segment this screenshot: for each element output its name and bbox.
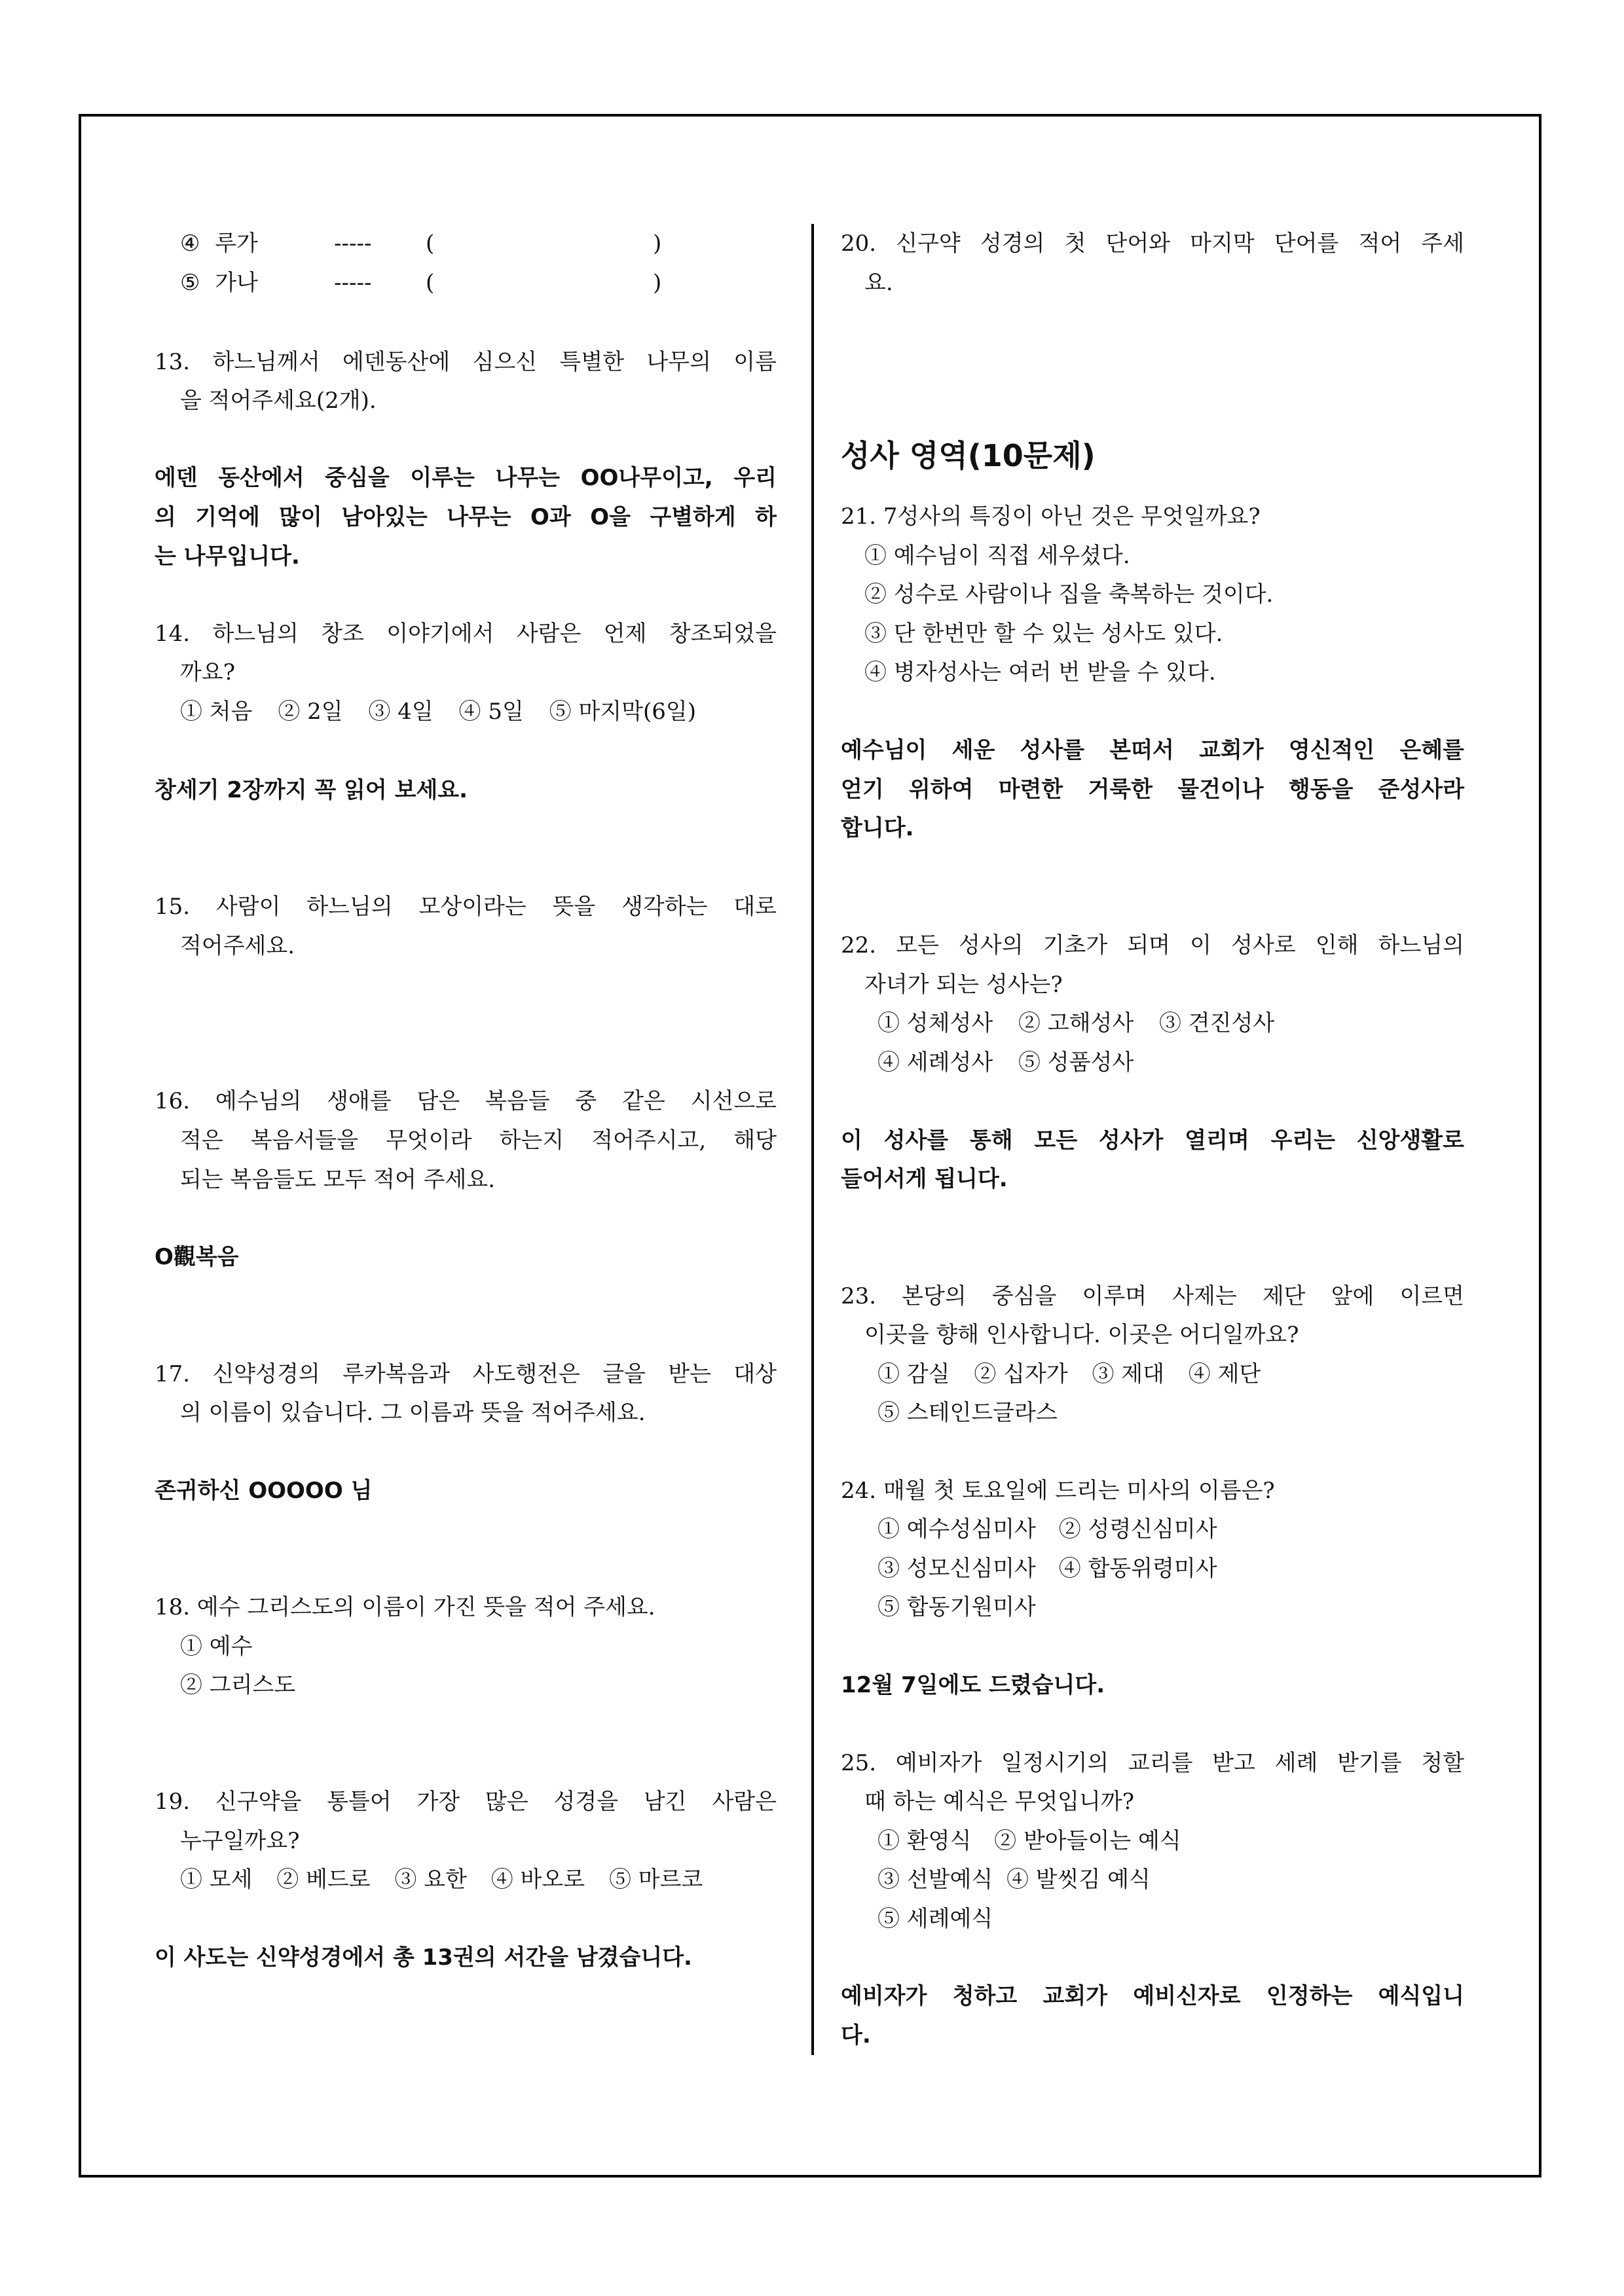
q23-question-line2: 이곳을 향해 인사합니다. 이곳은 어디일까요? [864,1322,1299,1348]
q13-question-line2: 을 적어주세요(2개). [180,388,377,414]
q19-options [180,1867,703,1893]
q24-option-2: ② 성령신심미사 [1058,1516,1217,1542]
q15-question-line1: 15. 사람이 하느님의 모상이라는 뜻을 생각하는 대로 [155,894,777,920]
q23-options-row1 [877,1361,1261,1387]
q25-question-line1: 25. 예비자가 일정시기의 교리를 받고 세례 받기를 청할 [841,1750,1464,1776]
q12-item-dash: ----- [334,270,372,296]
q14-hint: 창세기 2장까지 꼭 읽어 보세요. [155,777,468,803]
q23-question-line1: 23. 본당의 중심을 이루며 사제는 제단 앞에 이르면 [841,1283,1464,1309]
q23-option-5: ⑤ 스테인드글라스 [877,1400,1058,1426]
q13-question-line1: 13. 하느님께서 에덴동산에 심으신 특별한 나무의 이름 [155,349,777,375]
q24-question-line1: 24. 매월 첫 토요일에 드리는 미사의 이름은? [841,1478,1275,1504]
q12-item-close: ) [653,230,662,257]
q14-option-4: ④ 5일 [458,699,524,725]
q14-option-3: ③ 4일 [368,699,434,725]
q22-hint-line1: 이 성사를 통해 모든 성사가 열리며 우리는 신앙생활로 [841,1127,1464,1154]
q12-item-name: 루가 [215,230,258,257]
q13-hint-line3: 는 나무입니다. [155,543,300,570]
q21-question-line1: 21. 7성사의 특징이 아닌 것은 무엇일까요? [841,503,1261,530]
q21-hint-line1: 예수님이 세운 성사를 본떠서 교회가 영신적인 은혜를 [841,737,1464,763]
q22-options-row2 [877,1049,1134,1076]
q18-item-2: ② 그리스도 [180,1672,296,1698]
q14-option-5: ⑤ 마지막(6일) [549,699,696,725]
q24-hint: 12월 7일에도 드렸습니다. [841,1672,1105,1698]
q22-options-row1 [877,1010,1274,1036]
q22-question-line1: 22. 모든 성사의 기초가 되며 이 성사로 인해 하느님의 [841,932,1464,958]
q22-question-line2: 자녀가 되는 성사는? [864,972,1063,998]
q20-question-line2: 요. [864,270,893,296]
q12-item-num: ④ [180,230,200,257]
q21-item-2: ② 성수로 사람이나 집을 축복하는 것이다. [864,581,1274,608]
q24-option-1: ① 예수성심미사 [877,1516,1036,1542]
q25-option-4: ④ 발씻김 예식 [1006,1867,1151,1893]
q14-question-line1: 14. 하느님의 창조 이야기에서 사람은 언제 창조되었을 [155,621,777,647]
q20-question-line1: 20. 신구약 성경의 첫 단어와 마지막 단어를 적어 주세 [841,230,1464,257]
q14-option-2: ② 2일 [278,699,343,725]
q16-question-line1: 16. 예수님의 생애를 담은 복음들 중 같은 시선으로 [155,1088,777,1114]
q19-question-line2: 누구일까요? [180,1828,300,1854]
q25-options-row1 [877,1828,1181,1854]
q25-option-5: ⑤ 세례예식 [877,1906,993,1932]
q22-option-2: ② 고해성사 [1018,1010,1134,1036]
q15-question-line2: 적어주세요. [180,933,295,959]
q12-item-close: ) [653,270,662,296]
q24-option-4: ④ 합동위령미사 [1058,1556,1217,1582]
q17-question-line2: 의 이름이 있습니다. 그 이름과 뜻을 적어주세요. [180,1400,646,1426]
q23-options-row2 [877,1400,1058,1426]
q25-hint-line2: 다. [841,2022,871,2049]
q18-item-1: ① 예수 [180,1633,253,1660]
q17-question-line1: 17. 신약성경의 루카복음과 사도행전은 글을 받는 대상 [155,1361,777,1387]
q25-option-1: ① 환영식 [877,1828,972,1854]
q19-hint: 이 사도는 신약성경에서 총 13권의 서간을 남겼습니다. [155,1944,692,1971]
q22-option-1: ① 성체성사 [877,1010,993,1036]
q17-hint: 존귀하신 OOOOO 님 [155,1478,373,1504]
q12-item-5 [180,270,662,296]
q19-option-3: ③ 요한 [394,1867,467,1893]
q23-option-1: ① 감실 [877,1361,950,1387]
q24-options-row1 [877,1516,1217,1542]
q22-option-5: ⑤ 성품성사 [1018,1049,1134,1076]
q23-option-3: ③ 제대 [1092,1361,1164,1387]
q23-option-4: ④ 제단 [1188,1361,1261,1387]
q14-question-line2: 까요? [180,659,235,685]
q19-question-line1: 19. 신구약을 통틀어 가장 많은 성경을 남긴 사람은 [155,1789,777,1815]
q22-option-4: ④ 세례성사 [877,1049,993,1076]
q12-item-4 [180,230,662,257]
q12-item-name: 가나 [215,270,258,296]
q24-options-row3 [877,1594,1036,1620]
q21-item-1: ① 예수님이 직접 세우셨다. [864,543,1130,569]
q25-hint-line1: 예비자가 청하고 교회가 예비신자로 인정하는 예식입니 [841,1983,1464,2009]
q21-hint-line2: 얻기 위하여 마련한 거룩한 물건이나 행동을 준성사라 [841,776,1464,803]
q18-question-line1: 18. 예수 그리스도의 이름이 가진 뜻을 적어 주세요. [155,1594,655,1620]
q24-options-row2 [877,1556,1217,1582]
q14-options [180,699,696,725]
q25-question-line2: 때 하는 예식은 무엇입니까? [864,1789,1134,1815]
q21-item-3: ③ 단 한번만 할 수 있는 성사도 있다. [864,621,1223,647]
q24-option-5: ⑤ 합동기원미사 [877,1594,1036,1620]
q24-option-3: ③ 성모신심미사 [877,1556,1036,1582]
q21-hint-line3: 합니다. [841,815,914,841]
q25-options-row3 [877,1906,993,1932]
q13-hint-line2: 의 기억에 많이 남아있는 나무는 O과 O을 구별하게 하 [155,504,777,530]
q25-options-row2 [877,1867,1151,1893]
q12-item-open: ( [426,230,435,257]
q12-item-open: ( [426,270,435,296]
q12-item-dash: ----- [334,230,372,257]
q16-question-line3: 되는 복음들도 모두 적어 주세요. [180,1167,496,1193]
q16-hint: O觀복음 [155,1244,239,1270]
q12-item-num: ⑤ [180,270,200,296]
section-title: 성사 영역(10문제) [841,438,1096,473]
q16-question-line2: 적은 복음서들을 무엇이라 하는지 적어주시고, 해당 [180,1127,777,1154]
column-divider [811,224,814,2055]
q14-option-1: ① 처음 [180,699,253,725]
q23-option-2: ② 십자가 [974,1361,1068,1387]
q21-item-4: ④ 병자성사는 여러 번 받을 수 있다. [864,659,1216,685]
q19-option-2: ② 베드로 [276,1867,371,1893]
q19-option-5: ⑤ 마르코 [608,1867,703,1893]
q19-option-1: ① 모세 [180,1867,253,1893]
q25-option-2: ② 받아들이는 예식 [994,1828,1181,1854]
q13-hint-line1: 에덴 동산에서 중심을 이루는 나무는 OO나무이고, 우리 [155,465,777,491]
q25-option-3: ③ 선발예식 [877,1867,993,1893]
q19-option-4: ④ 바오로 [490,1867,585,1893]
q22-hint-line2: 들어서게 됩니다. [841,1166,1008,1192]
q22-option-3: ③ 견진성사 [1159,1010,1275,1036]
